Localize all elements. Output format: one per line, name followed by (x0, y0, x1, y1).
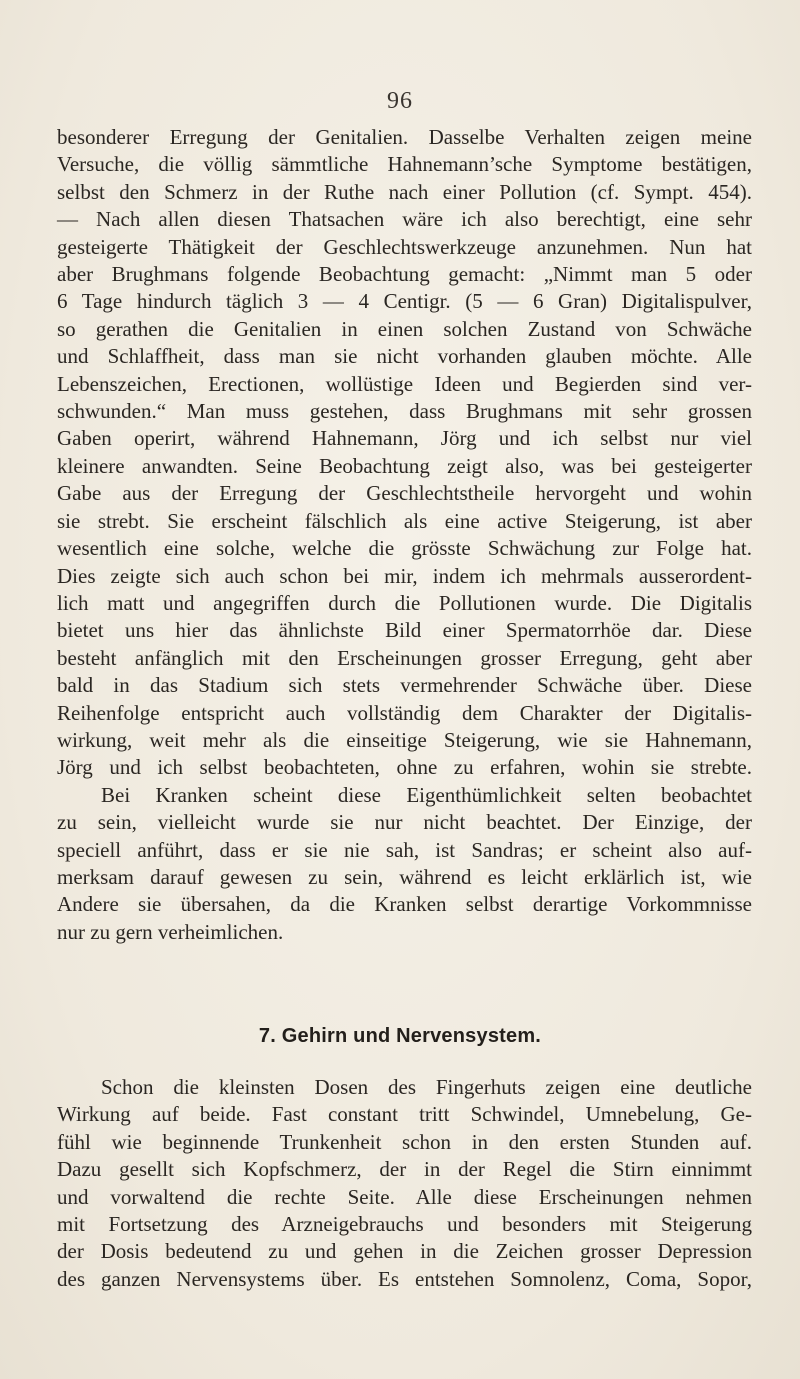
text-line: schwunden.“ Man muss gestehen, dass Brughmans mit sehr grossen (57, 399, 752, 424)
text-line: bald in das Stadium sich stets vermehrender Schwäche über. Diese (57, 673, 752, 698)
text-line: mit Fortsetzung des Arzneigebrauchs und besonders mit Steigerung (57, 1212, 752, 1237)
text-line: besonderer Erregung der Genitalien. Dasselbe Verhalten zeigen meine (57, 125, 752, 149)
text-line: Schon die kleinsten Dosen des Fingerhuts zeigen eine deutliche (101, 1075, 752, 1099)
text-line: gesteigerte Thätigkeit der Geschlechtswerkzeuge anzunehmen. Nun hat (57, 234, 752, 259)
text-line: Andere sie übersahen, da die Kranken selbst derartige Vorkommnisse (57, 892, 752, 917)
text-line: und Schlaffheit, dass man sie nicht vorhanden glauben möchte. Alle (57, 344, 752, 369)
text-line: und vorwaltend die rechte Seite. Alle diese Erscheinungen nehmen (57, 1184, 752, 1209)
text-line: lich matt und angegriffen durch die Pollutionen wurde. Die Digitalis (57, 590, 752, 615)
text-line: Jörg und ich selbst beobachteten, ohne zu erfahren, wohin sie strebte. (57, 755, 752, 780)
paragraph-genitalien (57, 124, 752, 946)
paragraph-nervensystem (57, 1074, 752, 1293)
text-line: 6 Tage hindurch täglich 3 — 4 Centigr. (5 — 6 Gran) Digitalispulver, (57, 289, 752, 314)
text-line: aber Brughmans folgende Beobachtung gemacht: „Nimmt man 5 oder (57, 262, 752, 287)
text-line: nur zu gern verheimlichen. (57, 919, 284, 944)
text-line: Gabe aus der Erregung der Geschlechtstheile hervorgeht und wohin (57, 481, 752, 506)
text-line: zu sein, vielleicht wurde sie nur nicht beachtet. Der Einzige, der (57, 810, 752, 835)
text-line: Bei Kranken scheint diese Eigenthümlichkeit selten beobachtet (101, 782, 752, 807)
text-line: speciell anführt, dass er sie nie sah, ist Sandras; er scheint also auf- (57, 837, 752, 862)
text-line: der Dosis bedeutend zu und gehen in die Zeichen grosser Depression (57, 1239, 752, 1264)
text-line: Versuche, die völlig sämmtliche Hahnemann’sche Symptome bestätigen, (57, 152, 752, 177)
text-line: Reihenfolge entspricht auch vollständig dem Charakter der Digitalis- (57, 700, 752, 725)
text-line: Dies zeigte sich auch schon bei mir, indem ich mehrmals ausserordent- (57, 563, 752, 588)
text-line: kleinere anwandten. Seine Beobachtung zeigt also, was bei gesteigerter (57, 453, 752, 478)
text-line: wesentlich eine solche, welche die grösste Schwächung zur Folge hat. (57, 536, 752, 561)
text-line: Wirkung auf beide. Fast constant tritt Schwindel, Umnebelung, Ge- (57, 1102, 752, 1127)
text-line: sie strebt. Sie erscheint fälschlich als eine active Steigerung, ist aber (57, 508, 752, 533)
text-line: wirkung, weit mehr als die einseitige Steigerung, wie sie Hahnemann, (57, 727, 752, 752)
text-line: besteht anfänglich mit den Erscheinungen grosser Erregung, geht aber (57, 645, 752, 670)
text-line: Gaben operirt, während Hahnemann, Jörg und ich selbst nur viel (57, 426, 752, 451)
text-line: Dazu gesellt sich Kopfschmerz, der in der Regel die Stirn einnimmt (57, 1157, 752, 1182)
section-heading: 7. Gehirn und Nervensystem. (258, 1025, 542, 1047)
text-line: selbst den Schmerz in der Ruthe nach einer Pollution (cf. Sympt. 454). (57, 179, 752, 204)
text-line: des ganzen Nervensystems über. Es entstehen Somnolenz, Coma, Sopor, (57, 1266, 752, 1291)
page-number: 96 (387, 88, 413, 114)
text-line: merksam darauf gewesen zu sein, während es leicht erklärlich ist, wie (57, 864, 752, 889)
text-line: so gerathen die Genitalien in einen solchen Zustand von Schwäche (57, 316, 752, 341)
text-line: fühl wie beginnende Trunkenheit schon in den ersten Stunden auf. (57, 1129, 752, 1154)
text-line: Lebenszeichen, Erectionen, wollüstige Ideen und Begierden sind ver- (57, 371, 752, 396)
text-line: bietet uns hier das ähnlichste Bild einer Spermatorrhöe dar. Diese (57, 618, 752, 643)
text-line: — Nach allen diesen Thatsachen wäre ich also berechtigt, eine sehr (57, 207, 752, 232)
